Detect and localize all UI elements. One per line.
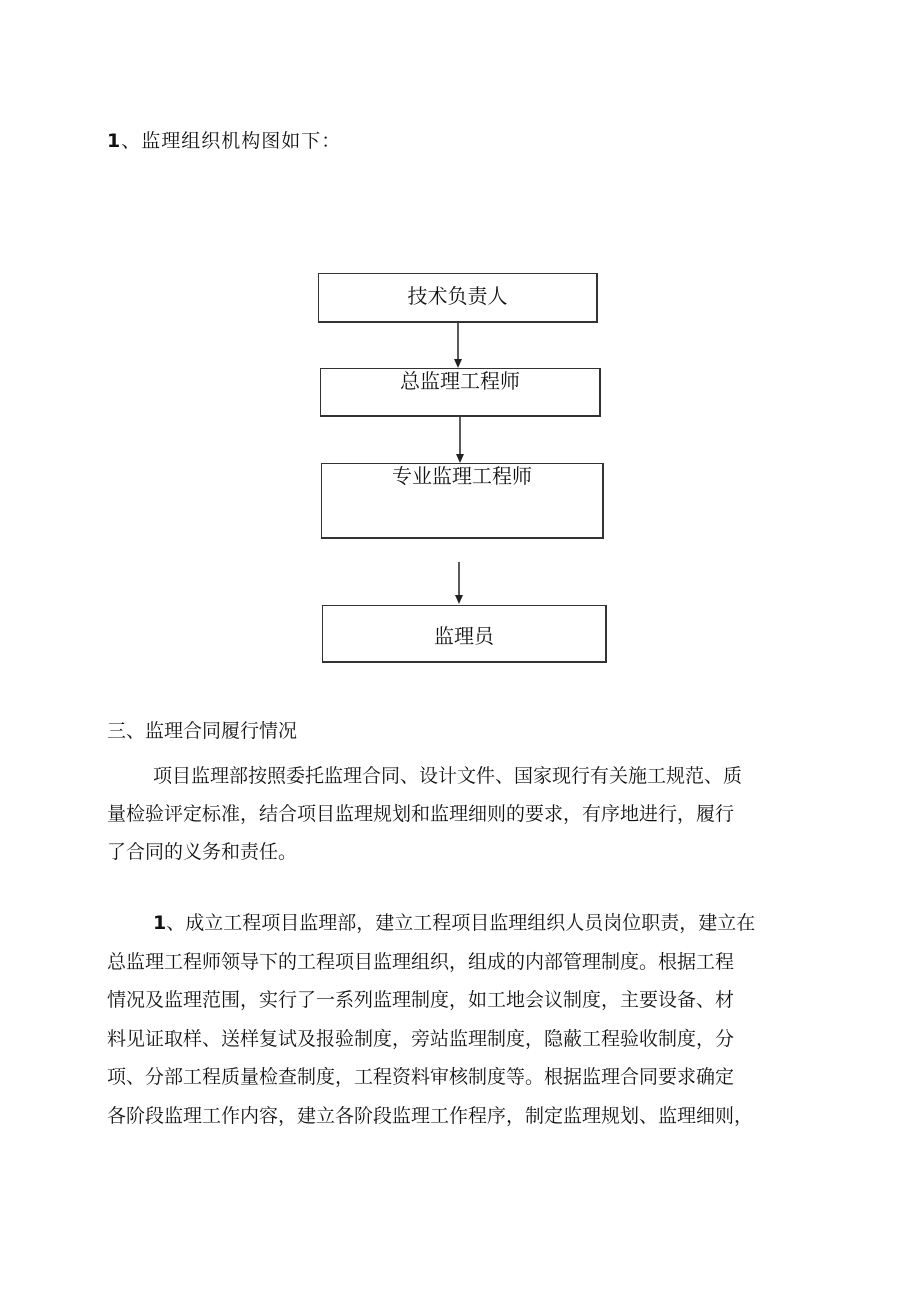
paragraph-line: 情况及监理范围，实行了一系列监理制度，如工地会议制度，主要设备、材 bbox=[107, 989, 735, 1011]
heading-number: 1 bbox=[107, 130, 122, 152]
heading-text: 、监理组织机构图如下： bbox=[121, 130, 342, 152]
paragraph-line: 各阶段监理工作内容，建立各阶段监理工作程序，制定监理规划、监理细则， bbox=[107, 1104, 754, 1127]
paragraph-line: 量检验评定标准，结合项目监理规划和监理细则的要求，有序地进行，履行 bbox=[107, 803, 735, 825]
heading-org-chart bbox=[107, 126, 341, 153]
paragraph-line: 料见证取样、送样复试及报验制度，旁站监理制度，隐蔽工程验收制度，分 bbox=[107, 1027, 735, 1050]
paragraph-line: 项、分部工程质量检查制度，工程资料审核制度等。根据监理合同要求确定 bbox=[107, 1066, 735, 1088]
item-number: 1 bbox=[153, 912, 167, 934]
paragraph-contract-performance bbox=[107, 757, 797, 871]
section-title: 三、监理合同履行情况 bbox=[107, 720, 298, 742]
paragraph-line: 了合同的义务和责任。 bbox=[107, 841, 298, 863]
paragraph-line: 项目监理部按照委托监理合同、设计文件、国家现行有关施工规范、质 bbox=[153, 765, 743, 787]
paragraph-item-1 bbox=[107, 904, 797, 1135]
org-arrow-1 bbox=[452, 323, 464, 369]
org-box-label: 总监理工程师 bbox=[400, 369, 520, 393]
org-box-specialist-supervisor bbox=[321, 463, 604, 539]
org-box-chief-supervisor bbox=[320, 368, 601, 417]
paragraph-line bbox=[107, 904, 797, 943]
org-box-label: 技术负责人 bbox=[407, 284, 508, 308]
org-box-technical-lead bbox=[318, 273, 598, 323]
org-arrow-3 bbox=[453, 562, 465, 605]
org-box-label: 监理员 bbox=[434, 624, 494, 648]
paragraph-line-text: 、成立工程项目监理部，建立工程项目监理组织人员岗位职责，建立在 bbox=[166, 912, 756, 934]
paragraph-line: 总监理工程师领导下的工程项目监理组织，组成的内部管理制度。根据工程 bbox=[107, 950, 735, 973]
org-box-supervisor-staff bbox=[322, 605, 607, 663]
org-arrow-2 bbox=[454, 417, 466, 464]
org-box-label: 专业监理工程师 bbox=[392, 464, 532, 488]
